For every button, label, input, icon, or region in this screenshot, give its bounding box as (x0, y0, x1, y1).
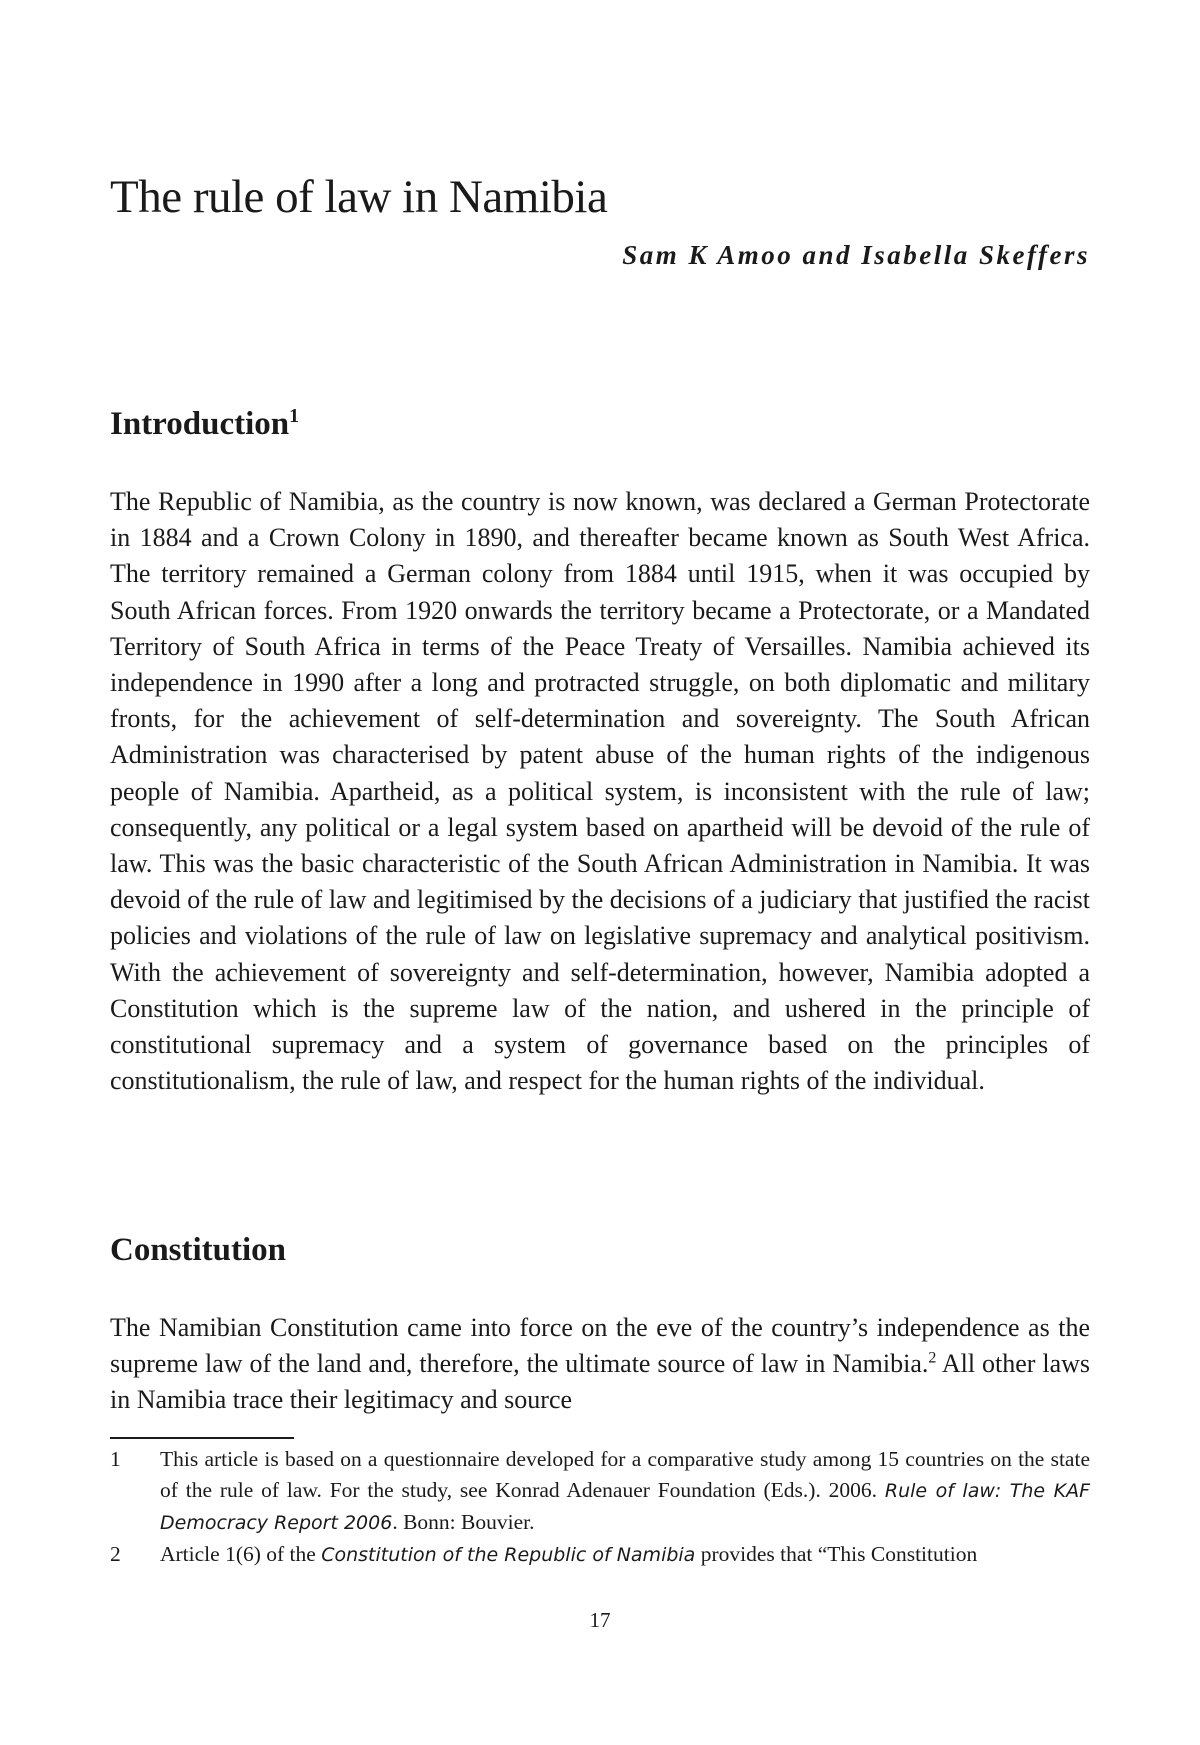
footnote-number: 1 (110, 1447, 121, 1471)
footnote-text-before: Article 1(6) of the (160, 1542, 322, 1566)
footnotes (110, 1444, 1090, 1571)
document-page (110, 0, 1090, 1745)
footnote-1 (110, 1444, 1090, 1539)
footnote-reference-1[interactable]: 1 (289, 405, 300, 427)
footnote-text-after: provides that “This Constitution (695, 1542, 978, 1566)
footnote-citation-title: Rule of law: The KAF Democracy Report 2006 (160, 1480, 1091, 1534)
footnote-text-after: . Bonn: Bouvier. (392, 1510, 535, 1534)
article-title: The rule of law in Namibia (110, 171, 608, 223)
constitution-text-part-2: All other laws in Namibia trace their legitimacy and source (110, 1349, 1090, 1415)
constitution-paragraph (110, 1310, 1090, 1419)
article-authors: Sam K Amoo and Isabella Skeffers (622, 240, 1090, 270)
footnote-text (160, 1444, 1090, 1539)
footnote-text-before: This article is based on a questionnaire developed for a comparative study among 15 countries on the state of the rule of law. For the study, see Konrad Adenauer Foundation (Eds.). 2006. (160, 1447, 1090, 1502)
constitution-text-part-1: The Namibian Constitution came into force on the eve of the country’s independence as the supreme law of the land and, therefore, the ultimate source of law in Namibia. (110, 1313, 1090, 1379)
section-heading-introduction (110, 406, 299, 442)
footnote-reference-2[interactable]: 2 (928, 1349, 937, 1367)
footnote-separator (110, 1437, 294, 1439)
footnote-number: 2 (110, 1542, 121, 1566)
page-number: 17 (589, 1608, 611, 1632)
footnote-2 (110, 1539, 1090, 1571)
footnote-text (160, 1539, 1090, 1571)
footnote-citation-title: Constitution of the Republic of Namibia (321, 1544, 696, 1566)
section-heading-constitution: Constitution (110, 1232, 287, 1268)
introduction-paragraph: The Republic of Namibia, as the country is now known, was declared a German Protectorate in 1884 and a Crown Colony in 1890, and thereafter became known as South West Africa. The territory remained a German colony from 1884 until 1915, when it was occupied by South African forces. From 1920 onwards the territory became a Protectorate, or a Mandated Territory of South Africa in terms of the Peace Treaty of Versailles. Namibia achieved its independence in 1990 after a long and protracted struggle, on both diplomatic and military fronts, for the achievement of self-determination and sovereignty. The South African Administration was characterised by patent abuse of the human rights of the indigenous people of Namibia. Apartheid, as a political system, is inconsistent with the rule of law; consequently, any political or a legal system based on apartheid will be devoid of the rule of law. This was the basic characteristic of the South African Administration in Namibia. It was devoid of the rule of law and legitimised by the decisions of a judiciary that justified the racist policies and violations of the rule of law on legislative supremacy and analytical positivism. With the achievement of sovereignty and self-determination, however, Namibia adopted a Constitution which is the supreme law of the nation, and ushered in the principle of constitutional supremacy and a system of governance based on the principles of constitutionalism, the rule of law, and respect for the human rights of the individual. (110, 487, 1090, 1096)
section-heading-text: Introduction (110, 406, 290, 442)
